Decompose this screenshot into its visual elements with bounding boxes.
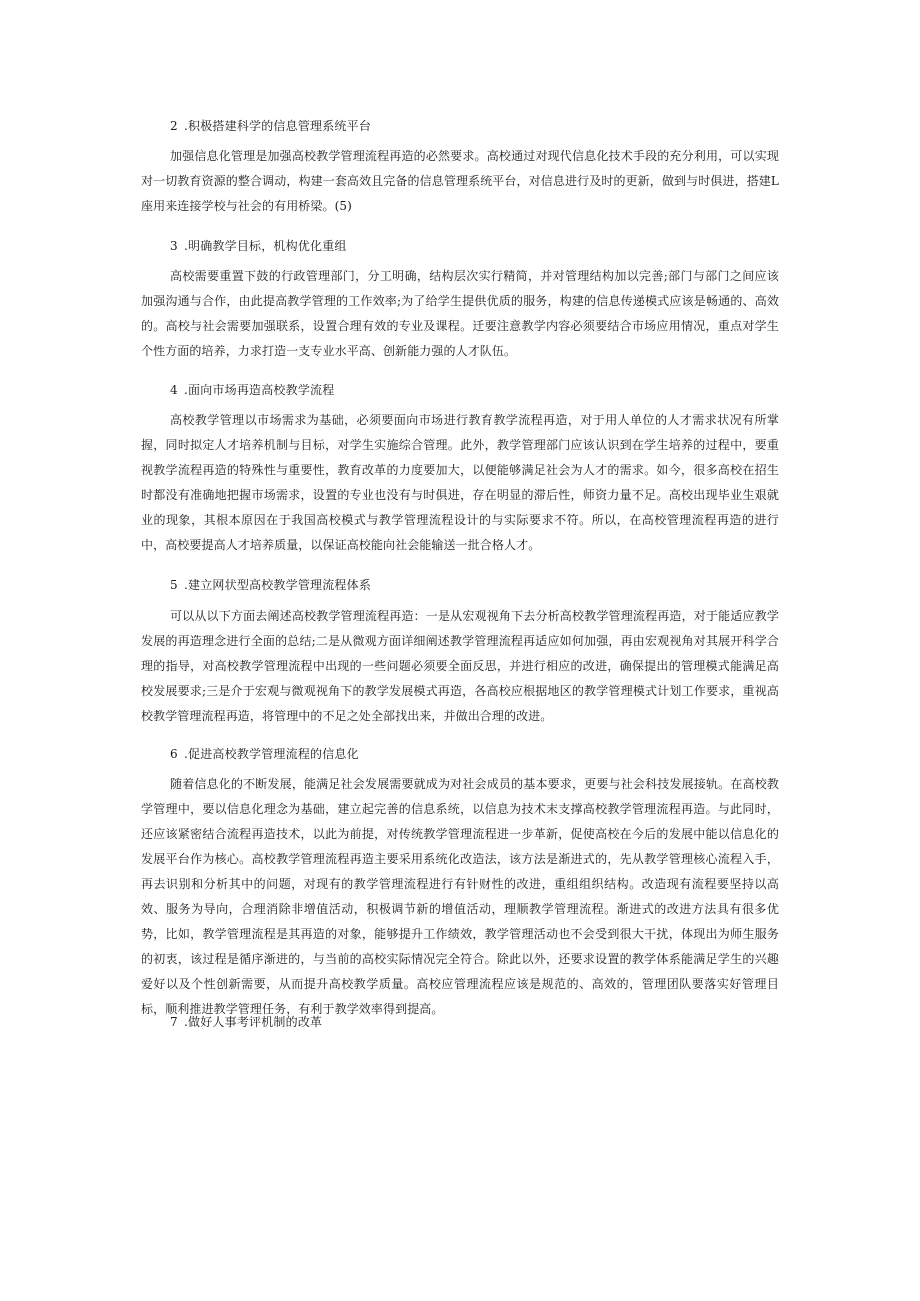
section-paragraph-4: 高校教学管理以市场需求为基础，必须要面向市场进行教育教学流程再造，对于用人单位的人才需求状况有所掌握，同时拟定人才培养机制与目标，对学生实施综合管理。此外，教学管理部门应该认识到在学生培养的过程中，要重视教学流程再造的特殊性与重要性，教育改革的力度要加大，以便能够满足社会为人才的需求。如今，很多高校在招生时都没有准确地把握市场需求，设置的专业也没有与时俱进，存在明显的滞后性，师资力量不足。高校出现毕业生艰就业的现象，其根本原因在于我国高校模式与教学管理流程设计的与实际要求不符。所以，在高校管理流程再造的进行中，高校要提高人才培养质量，以保证高校能向社会能输送一批合格人才。 xyxy=(141,413,779,552)
section-heading-3 xyxy=(170,238,347,254)
section-title: .建立网状型高校教学管理流程体系 xyxy=(184,578,372,592)
section-title: .做好人事考评机制的改革 xyxy=(184,1015,323,1029)
section-title: .积极搭建科学的信息管理系统平台 xyxy=(184,119,372,133)
section-paragraph-5: 可以从以下方面去阐述高校教学管理流程再造：一是从宏观视角下去分析高校教学管理流程再造，对于能适应教学发展的再造理念进行全面的总结;二是从微观方面详细阐述教学管理流程再适应如何加强，再由宏观视角对其展开科学合理的指导，对高校教学管理流程中出现的一些问题必须要全面反思，并进行相应的改进，确保提出的管理模式能满足高校发展要求;三是介于宏观与微观视角下的教学发展模式再造，各高校应根据地区的教学管理模式计划工作要求，重视高校教学管理流程再造，将管理中的不足之处全部找出来，并做出合理的改进。 xyxy=(141,609,779,723)
section-heading-4 xyxy=(170,382,334,398)
section-number: 2 xyxy=(170,119,178,133)
section-number: 5 xyxy=(170,578,178,592)
section-heading-5 xyxy=(170,577,371,593)
section-title: .明确教学目标，机构优化重组 xyxy=(184,239,347,253)
section-paragraph-6: 随着信息化的不断发展，能满足社会发展需要就成为对社会成员的基本要求，更要与社会科技发展接轨。在高校教学管理中，要以信息化理念为基础，建立起完善的信息系统，以信息为技术末支撑高校教学管理流程再造。与此同时，还应该紧密结合流程再造技术，以此为前提，对传统教学管理流程进一步革新，促使高校在今后的发展中能以信息化的发展平台作为核心。高校教学管理流程再造主要采用系统化改造法，该方法是渐进式的，先从教学管理核心流程入手，再去识别和分析其中的问题，对现有的教学管理流程进行有针财性的改进，重组组织结构。改造现有流程要坚持以高效、服务为导向，合理消除非增值活动，积极调节新的增值活动，理顺教学管理流程。渐进式的改进方法具有很多优势，比如，教学管理流程是其再造的对象，能够提升工作绩效，教学管理活动也不会受到很大干扰，体现出为师生服务的初衷，该过程是循序渐进的，与当前的高校实际情况完全符合。除此以外，还要求设置的教学体系能满足学生的兴趣爱好以及个性创新需要，从而提升高校教学质量。高校应管理流程应该是规范的、高效的，管理团队要落实好管理目标，顺利推进教学管理任务，有利于教学效率得到提高。 xyxy=(141,777,779,1016)
section-number: 7 xyxy=(170,1015,178,1029)
section-number: 6 xyxy=(170,747,178,761)
section-number: 3 xyxy=(170,239,178,253)
section-heading-2 xyxy=(170,118,371,134)
section-heading-7 xyxy=(170,1014,322,1030)
section-title: .面向市场再造高校教学流程 xyxy=(184,383,335,397)
section-heading-6 xyxy=(170,746,359,762)
section-number: 4 xyxy=(170,383,178,397)
section-paragraph-2: 加强信息化管理是加强高校教学管理流程再造的必然要求。高校通过对现代信息化技术手段的充分利用，可以实现对一切教育资源的整合调动，构建一套高效且完备的信息管理系统平台，对信息进行及时的更新，做到与时俱进，搭建L座用来连接学校与社会的有用桥梁。(5) xyxy=(141,149,779,213)
section-title: .促进高校教学管理流程的信息化 xyxy=(184,747,359,761)
section-paragraph-3: 高校需要重置下鼓的行政管理部门，分工明确，结构层次实行精简，并对管理结构加以完善;部门与部门之间应该加强沟通与合作，由此提高教学管理的工作效率;为了给学生提供优质的服务，构建的信息传递模式应该是畅通的、高效的。高校与社会需要加强联系，设置合理有效的专业及课程。迁要注意教学内容必须要结合市场应用情况，重点对学生个性方面的培养，力求打造一支专业水平高、创新能力强的人才队伍。 xyxy=(141,269,779,358)
